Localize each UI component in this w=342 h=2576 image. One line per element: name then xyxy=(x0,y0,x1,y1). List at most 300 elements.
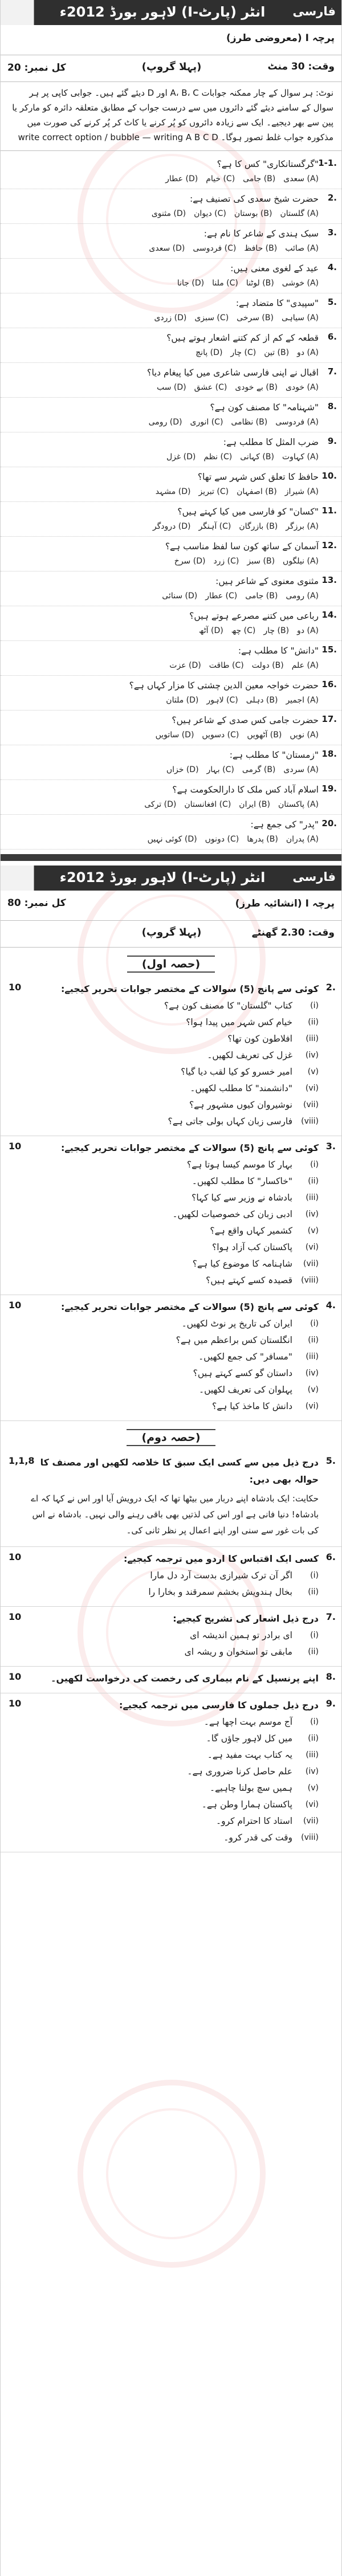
option-list xyxy=(26,172,319,186)
sub-question-text: "دانشمند" کا مطلب لکھیں۔ xyxy=(190,1083,292,1093)
question-text: "سپیدی" کا متضاد ہے: xyxy=(235,298,319,308)
option-choice: (B) بے خودی xyxy=(235,383,278,392)
sub-question-text: انگلستان کس براعظم میں ہے؟ xyxy=(176,1335,292,1345)
option-list xyxy=(26,728,319,742)
long-questions-list xyxy=(1,1451,341,1852)
question-number: 8. xyxy=(325,1671,336,1682)
sub-question-text: بادشاہ نے وزیر سے کیا کہا؟ xyxy=(192,1193,292,1203)
question-heading: اپنے پرنسپل کے نام بیماری کی رخصت کی درخواست لکھیں۔ xyxy=(51,1673,319,1684)
option-list xyxy=(26,832,319,847)
sub-question-number: (iii) xyxy=(306,1352,319,1361)
question-number: 6. xyxy=(325,1552,336,1562)
option-choice: (D) آٹھ xyxy=(198,626,223,635)
paper-type-row xyxy=(1,891,341,921)
question-number: 8. xyxy=(327,401,337,411)
total-marks: کل نمبر: 80 xyxy=(7,897,66,909)
sub-question-text: امیر خسرو کو کیا لقب دیا گیا؟ xyxy=(181,1067,292,1077)
sub-question xyxy=(30,1644,319,1660)
question-number: 6. xyxy=(327,332,337,342)
question-heading: درج ذیل جملوں کا فارسی میں ترجمہ کیجیے: xyxy=(119,1700,319,1710)
sub-question xyxy=(30,1763,319,1780)
question-block xyxy=(1,1693,341,1852)
question-marks: 10 xyxy=(9,1552,22,1562)
mcq-item xyxy=(1,293,341,328)
mcq-item xyxy=(1,537,341,571)
sub-question-number: (iv) xyxy=(305,1051,319,1060)
sub-question xyxy=(30,1272,319,1289)
question-block xyxy=(1,1667,341,1693)
question-text: "دانش" کا مطلب ہے: xyxy=(238,646,319,656)
option-choice: (A) نیلگوں xyxy=(283,557,319,566)
sub-question xyxy=(30,1365,319,1382)
question-text: حضرت جامی کس صدی کے شاعر ہیں؟ xyxy=(172,715,319,725)
option-choice: (D) کوئی نہیں xyxy=(147,835,197,844)
option-choice: (A) صائب xyxy=(285,244,319,253)
question-block xyxy=(1,1136,341,1295)
sub-question-number: (iii) xyxy=(306,1750,319,1759)
question-text: حافظ کا تعلق کس شہر سے تھا؟ xyxy=(197,472,319,482)
group-label: (پہلا گروپ) xyxy=(141,926,202,938)
question-number: 7. xyxy=(327,366,337,377)
option-choice: (A) رومی xyxy=(286,591,319,601)
mcq-item xyxy=(1,432,341,467)
option-choice: (C) خیام xyxy=(206,174,235,183)
sub-question-text: ای برادر تو ہمین اندیشہ ای xyxy=(190,1630,292,1640)
option-choice: (D) ساتویں xyxy=(155,730,194,740)
total-marks: کل نمبر: 20 xyxy=(7,62,66,74)
option-choice: (D) پانچ xyxy=(196,348,223,357)
sub-question xyxy=(30,1349,319,1365)
option-choice: (D) زردی xyxy=(154,313,187,322)
option-list xyxy=(26,485,319,499)
paper-type: پرچہ I (معروضی طرز) xyxy=(226,32,335,44)
sub-question xyxy=(30,1064,319,1080)
question-number: 11. xyxy=(321,505,337,516)
option-choice: (C) زرد xyxy=(213,557,239,566)
question-text: اقبال نے اپنی فارسی شاعری میں کیا پیغام دیا؟ xyxy=(146,368,319,378)
time-group-row xyxy=(1,921,341,948)
option-choice: (D) غزل xyxy=(166,452,196,462)
question-block xyxy=(1,1295,341,1421)
mcq-item xyxy=(1,363,341,398)
question-heading: درج ذیل اشعار کی تشریح کیجیے: xyxy=(173,1613,319,1624)
time-allowed: وقت: 30 منٹ xyxy=(267,61,335,72)
option-list xyxy=(26,450,319,464)
sub-question-number: (i) xyxy=(310,1571,319,1580)
time-allowed: وقت: 2.30 گھنٹے xyxy=(251,927,335,938)
sub-question xyxy=(30,998,319,1014)
question-heading: درج ذیل میں سے کسی ایک سبق کا خلاصہ لکھیں اور مصنف کا حوالہ بھی دیں: xyxy=(40,1457,319,1485)
question-marks: 1,1,8 xyxy=(9,1455,35,1466)
question-text: "گرگستانکاری" کس کا ہے؟ xyxy=(217,159,319,169)
option-choice: (B) نظامی xyxy=(231,418,268,427)
question-text: سبک ہندی کے شاعر کا نام ہے: xyxy=(203,228,319,239)
sub-question-text: استاد کا احترام کرو۔ xyxy=(216,1816,292,1826)
sub-question-text: قصیدہ کسے کہتے ہیں؟ xyxy=(206,1275,292,1285)
sub-question xyxy=(30,1239,319,1256)
question-heading: کوئی سے پانچ (5) سوالات کے مختصر جوابات تحریر کیجیے: xyxy=(61,1142,319,1153)
question-marks: 10 xyxy=(9,1671,22,1682)
sub-question xyxy=(30,1797,319,1813)
section-divider-band xyxy=(1,854,341,861)
sub-question xyxy=(30,1190,319,1206)
option-choice: (D) سعدی xyxy=(149,244,185,253)
sub-question xyxy=(30,1398,319,1415)
question-marks: 10 xyxy=(9,1611,22,1622)
option-list xyxy=(26,381,319,395)
sub-question xyxy=(30,1747,319,1763)
sub-question xyxy=(30,1080,319,1097)
option-choice: (B) آٹھویں xyxy=(247,730,282,740)
instructions-note: نوٹ: ہر سوال کے چار ممکنہ جوابات A، B، C اور D دیئے گئے ہیں۔ جوابی کاپی پر ہر سوال کے سامنے دیئے گئے دائروں میں سے درست جواب کے مطابق متعلقہ دائرہ کو مارکر یا پین سے بھر دیجیے۔ ایک سے زیادہ دائروں کو پُر کرنے یا کاٹ کر پُر کرنے کی صورت میں مذکورہ جواب غلط تصور ہوگا۔ write correct option / bubble — writing A B C D xyxy=(1,82,341,151)
option-choice: (D) مشہد xyxy=(155,487,191,496)
subject-label: فارسی xyxy=(292,5,336,18)
mcq-item xyxy=(1,502,341,537)
option-choice: (D) سرخ xyxy=(174,557,206,566)
sub-question-number: (vi) xyxy=(305,1084,319,1093)
sub-question-text: بخال ہندویش بخشم سمرقند و بخارا را xyxy=(148,1587,292,1597)
option-list xyxy=(26,520,319,534)
option-choice: (A) سیاہی xyxy=(281,313,319,322)
question-number: 5. xyxy=(325,1455,336,1466)
question-block xyxy=(1,1607,341,1667)
sub-question-text: کتاب "گلستان" کا مصنف کون ہے؟ xyxy=(164,1001,292,1011)
sub-question-number: (vii) xyxy=(303,1259,319,1268)
sub-question-number: (ii) xyxy=(308,1587,319,1597)
question-number: 17. xyxy=(321,714,337,724)
sub-question-number: (i) xyxy=(310,1001,319,1010)
option-choice: (D) رومی xyxy=(148,418,182,427)
option-choice: (B) گرمی xyxy=(242,765,276,774)
sub-question-number: (v) xyxy=(307,1385,319,1394)
option-choice: (A) دو xyxy=(297,626,319,635)
sub-question-number: (i) xyxy=(310,1160,319,1169)
option-choice: (B) پدرها xyxy=(247,835,278,844)
sub-question xyxy=(30,1780,319,1797)
option-choice: (B) ایران xyxy=(239,800,270,809)
paper-type-row xyxy=(1,25,341,55)
option-list xyxy=(26,693,319,708)
option-choice: (B) حافظ xyxy=(244,244,278,253)
question-text: مثنوی معنوی کے شاعر ہیں: xyxy=(215,576,319,586)
sub-question-number: (viii) xyxy=(301,1276,319,1285)
question-marks: 10 xyxy=(9,1300,22,1311)
group-label: (پہلا گروپ) xyxy=(141,61,202,73)
option-choice: (C) چار xyxy=(230,348,256,357)
question-number: 19. xyxy=(321,783,337,794)
mcq-item xyxy=(1,676,341,711)
sub-question xyxy=(30,1627,319,1644)
part-one-heading-wrap xyxy=(1,948,341,977)
sub-question-number: (v) xyxy=(307,1226,319,1235)
option-choice: (B) لوٹنا xyxy=(246,279,274,288)
option-choice: (B) سبز xyxy=(247,557,275,566)
sub-question-number: (iv) xyxy=(305,1767,319,1776)
question-text: "زمستان" کا مطلب ہے: xyxy=(229,750,319,760)
part-two-heading: (حصہ دوم) xyxy=(127,1429,215,1446)
option-list xyxy=(26,415,319,430)
option-choice: (B) جامی xyxy=(243,174,276,183)
option-choice: (A) خودی xyxy=(285,383,319,392)
mcq-item xyxy=(1,189,341,224)
option-choice: (B) تین xyxy=(264,348,290,357)
objective-section xyxy=(1,0,341,850)
objective-header-bar xyxy=(1,0,341,25)
sub-question-number: (iii) xyxy=(306,1034,319,1043)
option-choice: (C) لاہور xyxy=(206,696,238,705)
board-title: انٹر (پارٹ-I) لاہور بورڈ 2012ء xyxy=(59,4,266,20)
question-number: 2. xyxy=(325,982,336,993)
option-choice: (D) جانا xyxy=(177,279,205,288)
question-number: 9. xyxy=(325,1698,336,1709)
option-choice: (A) گلستان xyxy=(280,209,319,218)
sub-question-text: آج موسم بہت اچھا ہے۔ xyxy=(203,1717,292,1727)
sub-question-number: (ii) xyxy=(308,1018,319,1027)
subject-label: فارسی xyxy=(292,870,336,884)
question-number: 2. xyxy=(327,193,337,203)
option-choice: (D) ملتان xyxy=(166,696,199,705)
option-choice: (B) دولت xyxy=(251,661,284,670)
passage-text: حکایت: ایک بادشاہ اپنے دربار میں بیٹھا تھا کہ ایک درویش آیا اور اس نے کہا کہ اے بادشاہ! دنیا فانی ہے اور اس کی لذتیں بھی باقی رہنے والی نہیں۔ بادشاہ نے اس کی بات غور سے سنی اور اپنے اعمال پر نظر ثانی کی۔ xyxy=(31,1493,319,1536)
sub-question xyxy=(30,1014,319,1031)
question-number: 12. xyxy=(321,540,337,550)
option-choice: (A) سعدی xyxy=(283,174,319,183)
part-one-heading: (حصہ اول) xyxy=(127,956,215,973)
mcq-item xyxy=(1,398,341,432)
question-number: 10. xyxy=(321,471,337,481)
sub-question-text: خیام کس شہر میں پیدا ہوا؟ xyxy=(186,1017,292,1027)
option-choice: (D) خزاں xyxy=(166,765,199,774)
mcq-item xyxy=(1,815,341,850)
sub-question-number: (ii) xyxy=(308,1647,319,1656)
option-choice: (A) پدران xyxy=(286,835,319,844)
question-number: 7. xyxy=(325,1611,336,1622)
option-choice: (A) سردی xyxy=(283,765,319,774)
question-block xyxy=(1,977,341,1136)
question-text: قطعہ کے کم از کم کتنے اشعار ہوتے ہیں؟ xyxy=(166,333,319,343)
sub-question-text: داستان گو کسے کہتے ہیں؟ xyxy=(193,1368,292,1378)
option-choice: (C) دونوں xyxy=(205,835,239,844)
question-text: "کسان" کو فارسی میں کیا کہتے ہیں؟ xyxy=(177,507,319,517)
sub-question xyxy=(30,1223,319,1239)
watermark-logo xyxy=(78,2080,266,2268)
time-group-row xyxy=(1,55,341,82)
option-choice: (D) سنائی xyxy=(162,591,198,601)
option-list xyxy=(26,554,319,569)
mcq-item xyxy=(1,259,341,293)
question-text: حضرت خواجہ معین الدین چشتی کا مزار کہاں ہے؟ xyxy=(129,680,319,691)
option-choice: (C) چھ xyxy=(231,626,256,635)
sub-question xyxy=(30,1584,319,1601)
option-choice: (D) ترکی xyxy=(144,800,177,809)
option-choice: (C) دیوان xyxy=(194,209,226,218)
option-list xyxy=(26,346,319,360)
option-choice: (A) دو xyxy=(297,348,319,357)
sub-question xyxy=(30,1113,319,1130)
sub-question-text: افلاطون کون تھا؟ xyxy=(227,1034,292,1044)
option-choice: (C) انوری xyxy=(190,418,223,427)
mcq-item xyxy=(1,154,341,189)
question-marks: 10 xyxy=(9,1698,22,1709)
option-choice: (B) اصفہان xyxy=(237,487,277,496)
paper-type: پرچہ I (انشائیہ طرز) xyxy=(235,898,335,909)
sub-question-number: (v) xyxy=(307,1067,319,1076)
question-text: عید کے لغوی معنی ہیں: xyxy=(230,263,319,273)
question-text: آسمان کے ساتھ کون سا لفظ مناسب ہے؟ xyxy=(165,541,319,552)
sub-question-text: اگر آن ترک شیرازی بدست آرد دل مارا xyxy=(150,1570,292,1581)
sub-question-text: نوشیروان کیوں مشہور ہے؟ xyxy=(189,1100,292,1110)
question-text: اسلام آباد کس ملک کا دارالحکومت ہے؟ xyxy=(172,785,319,795)
option-list xyxy=(26,798,319,812)
mcq-item xyxy=(1,571,341,606)
sub-question-number: (v) xyxy=(307,1783,319,1793)
sub-question-text: ہمیں سچ بولنا چاہیے۔ xyxy=(210,1783,292,1793)
question-number: 20. xyxy=(321,818,337,828)
option-choice: (C) ملنا xyxy=(212,279,238,288)
option-choice: (D) عطار xyxy=(165,174,198,183)
question-heading: کوئی سے پانچ (5) سوالات کے مختصر جوابات تحریر کیجیے: xyxy=(61,983,319,994)
option-choice: (D) عزت xyxy=(169,661,201,670)
sub-question-text: "خاکسار" کا مطلب لکھیں۔ xyxy=(192,1176,292,1186)
question-text: "شہنامہ" کا مصنف کون ہے؟ xyxy=(210,402,319,413)
sub-question-text: بہار کا موسم کیسا ہوتا ہے؟ xyxy=(186,1160,292,1170)
sub-question-number: (vi) xyxy=(305,1243,319,1252)
sub-question xyxy=(30,1256,319,1272)
sub-question-text: فارسی زبان کہاں بولی جاتی ہے؟ xyxy=(168,1116,292,1126)
header-badge-box xyxy=(1,866,34,891)
option-choice: (C) افغانستان xyxy=(184,800,231,809)
mcq-item xyxy=(1,641,341,676)
sub-question-text: "مسافر" کی جمع لکھیں۔ xyxy=(198,1352,292,1362)
option-choice: (C) تبریز xyxy=(198,487,229,496)
sub-question xyxy=(30,1316,319,1332)
option-choice: (B) جامی xyxy=(245,591,278,601)
sub-question xyxy=(30,1730,319,1747)
question-number: 3. xyxy=(325,1141,336,1152)
sub-question-text: علم حاصل کرنا ضروری ہے۔ xyxy=(187,1766,292,1777)
option-choice: (C) سبزی xyxy=(194,313,229,322)
question-number: 3. xyxy=(327,227,337,238)
option-choice: (C) طاقت xyxy=(209,661,244,670)
option-choice: (C) بہار xyxy=(206,765,234,774)
option-choice: (D) درودگر xyxy=(152,522,191,531)
short-questions-list xyxy=(1,977,341,1421)
sub-question xyxy=(30,1157,319,1173)
sub-question xyxy=(30,1830,319,1846)
option-choice: (B) کہانی xyxy=(240,452,274,462)
option-list xyxy=(26,624,319,638)
mcq-item xyxy=(1,711,341,745)
sub-question-text: غزل کی تعریف لکھیں۔ xyxy=(207,1050,292,1060)
option-list xyxy=(26,276,319,291)
sub-question-number: (viii) xyxy=(301,1117,319,1126)
question-number: 18. xyxy=(321,749,337,759)
option-list xyxy=(26,242,319,256)
question-text: "پدر" کی جمع ہے: xyxy=(250,819,319,830)
sub-question-number: (i) xyxy=(310,1717,319,1726)
sub-question-number: (iii) xyxy=(306,1193,319,1202)
board-title: انٹر (پارٹ-I) لاہور بورڈ 2012ء xyxy=(59,869,266,885)
option-choice: (B) بوستان xyxy=(234,209,272,218)
option-list xyxy=(26,763,319,777)
sub-question-text: پاکستان کب آزاد ہوا؟ xyxy=(211,1242,292,1252)
option-list xyxy=(26,589,319,603)
option-choice: (D) سب xyxy=(157,383,186,392)
sub-question-number: (vii) xyxy=(303,1100,319,1109)
sub-question-number: (ii) xyxy=(308,1336,319,1345)
sub-question xyxy=(30,1031,319,1047)
option-choice: (A) فردوسی xyxy=(275,418,319,427)
option-choice: (A) پاکستان xyxy=(278,800,319,809)
question-text: رباعی میں کتنے مصرعے ہوتے ہیں؟ xyxy=(189,611,319,621)
sub-question-number: (iv) xyxy=(305,1210,319,1219)
option-choice: (A) علم xyxy=(291,661,319,670)
sub-question-text: شاہنامہ کا موضوع کیا ہے؟ xyxy=(192,1259,292,1269)
sub-question-text: کشمیر کہاں واقع ہے؟ xyxy=(210,1226,292,1236)
mcq-item xyxy=(1,328,341,363)
sub-question xyxy=(30,1382,319,1398)
mcq-item xyxy=(1,224,341,259)
question-number: 16. xyxy=(321,679,337,689)
option-choice: (C) آہنگر xyxy=(198,522,231,531)
sub-question xyxy=(30,1813,319,1830)
option-choice: (A) برزگر xyxy=(286,522,319,531)
sub-question xyxy=(30,1206,319,1223)
mcq-item xyxy=(1,467,341,502)
sub-question-text: وقت کی قدر کرو۔ xyxy=(223,1832,292,1843)
sub-question xyxy=(30,1047,319,1064)
question-number: 9. xyxy=(327,436,337,446)
sub-question-number: (ii) xyxy=(308,1734,319,1743)
question-text: ضرب المثل کا مطلب ہے: xyxy=(223,437,319,447)
option-choice: (D) مثنوی xyxy=(151,209,186,218)
mcq-item xyxy=(1,606,341,641)
option-choice: (B) سرخی xyxy=(237,313,274,322)
sub-question-text: دانش کا ماخذ کیا ہے؟ xyxy=(211,1401,292,1411)
question-number: 4. xyxy=(327,262,337,272)
option-choice: (B) دہلی xyxy=(246,696,278,705)
sub-question-text: ایران کی تاریخ پر نوٹ لکھیں۔ xyxy=(181,1318,292,1329)
option-choice: (C) دسویں xyxy=(202,730,239,740)
question-marks: 10 xyxy=(9,982,22,993)
option-choice: (C) فردوسی xyxy=(193,244,237,253)
sub-question xyxy=(30,1567,319,1584)
sub-question-text: یہ کتاب بہت مفید ہے۔ xyxy=(207,1750,292,1760)
sub-question-text: ادبی زبان کی خصوصیات لکھیں۔ xyxy=(172,1209,292,1219)
question-number: 1-1. xyxy=(318,158,337,168)
question-text: حضرت شیخ سعدی کی تصنیف ہے: xyxy=(189,194,319,204)
question-heading: کوئی سے پانچ (5) سوالات کے مختصر جوابات تحریر کیجیے: xyxy=(61,1301,319,1312)
option-choice: (A) اجمیر xyxy=(286,696,319,705)
part-two-heading-wrap xyxy=(1,1421,341,1451)
sub-question xyxy=(30,1714,319,1730)
option-choice: (A) خوشی xyxy=(282,279,319,288)
mcq-item xyxy=(1,780,341,815)
option-choice: (C) عطار xyxy=(205,591,238,601)
sub-question-text: پہلوان کی تعریف لکھیں۔ xyxy=(199,1385,292,1395)
option-list xyxy=(26,659,319,673)
question-number: 4. xyxy=(325,1300,336,1311)
option-choice: (B) بازرگان xyxy=(239,522,278,531)
subjective-section xyxy=(1,866,341,1852)
header-badge-box xyxy=(1,0,34,25)
mcq-item xyxy=(1,745,341,780)
sub-question xyxy=(30,1097,319,1113)
option-list xyxy=(26,311,319,325)
sub-question xyxy=(30,1332,319,1349)
question-number: 13. xyxy=(321,575,337,585)
sub-question-number: (viii) xyxy=(301,1833,319,1842)
